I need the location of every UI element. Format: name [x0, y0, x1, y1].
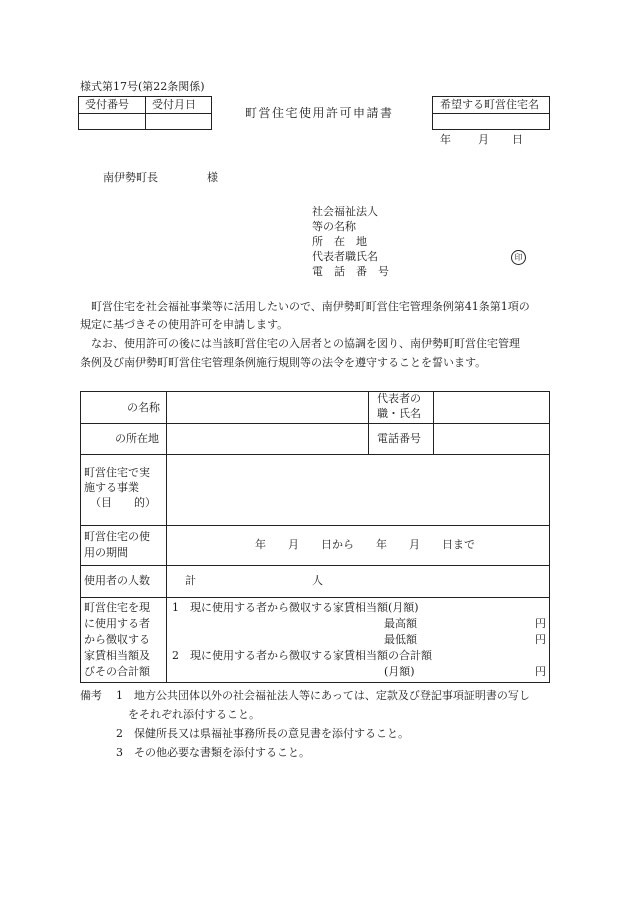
rent-label-4: 家賃相当額及 [84, 649, 150, 662]
rent-max-yen: 円 [535, 617, 546, 630]
project-label-3: （目 的） [90, 496, 156, 509]
phone-label: 電 話 番 号 [312, 265, 389, 278]
persons-total-label: 計 [185, 574, 196, 587]
rent-label-2: に使用する者 [84, 617, 150, 630]
body-p2-line1: なお、使用許可の後には当該町営住宅の入居者との協調を図り、南伊勢町町営住宅管理 [91, 337, 520, 350]
period-value: 年 月 日から 年 月 日まで [255, 538, 475, 551]
org-label-2: 等の名称 [312, 220, 356, 233]
page-title: 町営住宅使用許可申請書 [245, 106, 394, 120]
project-label-1: 町営住宅で実 [84, 466, 150, 479]
note-2: 2 保健所長又は県福祉事務所長の意見書を添付すること。 [116, 727, 409, 740]
persons-unit-label: 人 [312, 574, 323, 587]
rent-max-label: 最高額 [384, 617, 417, 630]
location-label: の所在地 [115, 432, 159, 445]
note-1-line1: 1 地方公共団体以外の社会福祉法人等にあっては、定款及び登記事項証明書の写し [116, 689, 530, 702]
rent-label-3: から徴収する [84, 633, 150, 646]
location-field[interactable] [167, 424, 367, 453]
address-label: 所 在 地 [312, 235, 367, 248]
rent-monthly-label: (月額) [384, 665, 415, 678]
org-name-field[interactable] [167, 392, 367, 422]
org-label-1: 社会福祉法人 [312, 205, 378, 218]
rent-min-label: 最低額 [384, 633, 417, 646]
body-p2-line2: 条例及び南伊勢町町営住宅管理条例施行規則等の法令を遵守することを誓います。 [80, 356, 487, 369]
note-1-line2: をそれぞれ添付すること。 [128, 708, 260, 721]
org-name-label: の名称 [127, 401, 160, 414]
receipt-date-label: 受付月日 [152, 98, 196, 111]
desired-housing-label: 希望する町営住宅名 [440, 98, 539, 111]
project-field[interactable] [167, 455, 549, 524]
date-day-label: 日 [512, 133, 523, 146]
form-number: 様式第17号(第22条関係) [80, 80, 205, 93]
rent-label-1: 町営住宅を現 [84, 601, 150, 614]
rep-name-field[interactable] [434, 392, 549, 422]
notes-label: 備考 [80, 689, 102, 702]
receipt-number-field[interactable] [79, 114, 144, 129]
date-month-label: 月 [478, 133, 489, 146]
rent-total-yen: 円 [535, 665, 546, 678]
receipt-date-field[interactable] [146, 114, 211, 129]
period-label-2: 用の期間 [84, 546, 128, 559]
persons-label: 使用者の人数 [84, 574, 150, 587]
period-label-1: 町営住宅の使 [84, 530, 150, 543]
rent-item-1: 1 現に使用する者から徴収する家賃相当額(月額) [172, 601, 419, 614]
addressee-name: 南伊勢町長 [103, 171, 158, 184]
date-year-label: 年 [440, 133, 451, 146]
rent-label-5: びその合計額 [84, 665, 150, 678]
table-phone-label: 電話番号 [377, 432, 421, 445]
rent-min-yen: 円 [535, 633, 546, 646]
note-3: 3 その他必要な書類を添付すること。 [116, 746, 310, 759]
project-label-2: 施する事業 [84, 481, 139, 494]
phone-field[interactable] [434, 424, 549, 453]
addressee-honorific: 様 [207, 171, 218, 184]
rep-title-label-2: 職・氏名 [377, 407, 421, 420]
rep-label: 代表者職氏名 [312, 250, 378, 263]
body-p1-line2: 規定に基づきその使用許可を申請します。 [80, 318, 289, 331]
rent-item-2: 2 現に使用する者から徴収する家賃相当額の合計額 [172, 649, 432, 662]
receipt-number-label: 受付番号 [85, 98, 129, 111]
body-p1-line1: 町営住宅を社会福祉事業等に活用したいので、南伊勢町町営住宅管理条例第41条第1項の [91, 300, 530, 313]
seal-mark: 印 [511, 250, 526, 265]
desired-housing-field[interactable] [433, 114, 549, 129]
rep-title-label-1: 代表者の [377, 392, 421, 405]
